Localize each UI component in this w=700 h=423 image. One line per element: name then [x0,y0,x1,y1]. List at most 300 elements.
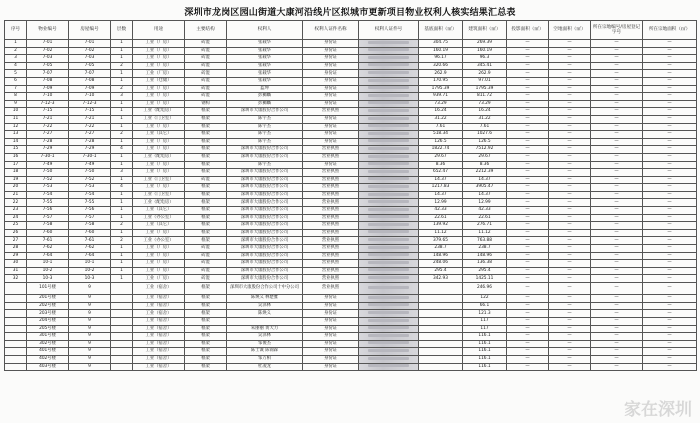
table-cell: 7-62 [27,245,69,253]
table-cell: 3 [111,169,133,177]
table-cell: 框架 [185,153,227,161]
table-cell: 框架 [185,283,227,295]
table-cell: 框架 [185,169,227,177]
table-cell: 652.47 [419,169,463,177]
table-cell: 营业执照 [303,146,359,154]
table-cell: 1 [111,47,133,55]
table-cell: 营业执照 [303,199,359,207]
table-cell: — [591,310,643,318]
table-cell: 262.9 [463,70,507,78]
table-row [5,47,697,55]
table-cell: — [591,275,643,283]
table-cell: 2 [111,222,133,230]
table-cell: — [643,40,697,48]
table-cell: 工业（厂房） [133,252,185,260]
table-cell [111,333,133,341]
column-header: 空地面积（㎡） [549,21,591,40]
table-cell: 砖混 [185,93,227,101]
table-cell: 1 [111,138,133,146]
table-cell: — [507,191,549,199]
table-cell: — [507,222,549,230]
table-cell: 7-10 [69,93,111,101]
table-cell: 框架 [185,302,227,310]
redacted-id-cell [359,302,419,310]
column-header: 投影面积（㎡） [507,21,549,40]
table-cell: — [549,131,591,139]
table-cell: 295.4 [419,267,463,275]
table-cell: — [507,333,549,341]
table-cell: 9 [69,302,111,310]
table-cell: — [549,138,591,146]
table-cell: — [549,153,591,161]
table-cell: 121.3 [463,310,507,318]
table-cell: 框架 [185,161,227,169]
table-cell: 1 [111,77,133,85]
table-cell: 148.96 [463,252,507,260]
redacted-id-cell [359,317,419,325]
table-cell: 136.38 [463,260,507,268]
redacted-id-cell [359,245,419,253]
table-cell: — [507,252,549,260]
table-cell: 73.29 [463,100,507,108]
table-cell: 深圳市大康股份合作公司 [227,207,303,215]
table-cell: 204号楼 [27,317,69,325]
table-cell: 身份证 [303,123,359,131]
table-cell: — [591,153,643,161]
table-cell: — [591,355,643,363]
table-cell [111,283,133,295]
table-cell: — [643,55,697,63]
table-cell: 7-02 [69,47,111,55]
table-cell: 砖混 [185,77,227,85]
table-cell: 30 [5,260,27,268]
table-cell: 营业执照 [303,108,359,116]
table-cell: 1 [111,207,133,215]
table-cell: — [507,317,549,325]
redacted-id-cell [359,77,419,85]
table-cell: 框架 [185,207,227,215]
table-cell: 11 [5,115,27,123]
table-cell: 7-61 [27,237,69,245]
table-cell: 10-2 [27,267,69,275]
table-cell: 身份证 [303,55,359,63]
table-cell: 9 [5,100,27,108]
redacted-id-cell [359,348,419,356]
table-row [5,302,697,310]
table-cell: 营业执照 [303,191,359,199]
table-cell: 42.33 [419,207,463,215]
table-cell: 框架 [185,146,227,154]
table-cell: 1 [111,70,133,78]
table-cell: 工业（宿舍） [133,333,185,341]
table-cell: — [549,317,591,325]
table-cell: 砖混 [185,47,227,55]
table-cell: 12.99 [419,199,463,207]
table-cell: — [643,138,697,146]
table-cell [5,363,27,371]
redacted-id-cell [359,47,419,55]
table-row [5,252,697,260]
table-cell: — [549,222,591,230]
table-cell: 框架 [185,184,227,192]
table-cell: 工业（厂房） [133,245,185,253]
table-cell: 21 [5,191,27,199]
table-cell: 营业执照 [303,237,359,245]
table-cell: 7-15 [27,108,69,116]
table-cell [5,283,27,295]
table-cell [5,340,27,348]
table-cell: — [507,146,549,154]
table-cell: 深圳市大康股份合作公司 [227,184,303,192]
table-cell: 深圳市大康股份合作公司 [227,153,303,161]
redacted-id-cell [359,70,419,78]
column-header: 房屋编号 [69,21,111,40]
table-cell: 框架 [185,123,227,131]
table-row [5,275,697,283]
table-cell: 7 [5,85,27,93]
table-cell: 7-56 [27,207,69,215]
table-cell: 7-30-1 [27,153,69,161]
table-row [5,93,697,101]
table-cell: 9 [69,363,111,371]
table-cell: — [591,85,643,93]
table-cell: — [549,355,591,363]
table-cell: 陈焕义 林楚雅 [227,295,303,303]
table-cell: 7-10 [27,93,69,101]
table-cell: 身份证 [303,363,359,371]
table-cell: 7-05 [69,62,111,70]
table-row [5,138,697,146]
table-cell: 框架 [185,348,227,356]
table-row [5,62,697,70]
table-cell: 工业（宿舍） [133,348,185,356]
table-cell: — [549,340,591,348]
table-cell: 7-09 [69,85,111,93]
table-cell: — [643,100,697,108]
table-cell: 营业执照 [303,283,359,295]
table-cell: — [591,207,643,215]
table-cell: — [643,169,697,177]
table-cell: 深圳市大康股份合作公司 [227,169,303,177]
table-cell: 7-29 [69,146,111,154]
table-cell: 深圳市大康股份合作公司 [227,108,303,116]
table-cell: 26 [5,229,27,237]
redacted-id-cell [359,207,419,215]
table-cell [5,333,27,341]
table-cell: 18 [5,169,27,177]
table-cell: 10-3 [69,275,111,283]
table-cell: — [507,207,549,215]
table-cell: 276.71 [463,222,507,230]
table-cell: 1 [111,199,133,207]
table-cell: 深圳市大康股份合作公司 [227,252,303,260]
table-cell: 陈宇杰 [227,123,303,131]
table-cell: 117 [463,325,507,333]
table-cell: — [643,333,697,341]
table-cell: 工业（厂房） [133,161,185,169]
table-cell: 32 [5,275,27,283]
table-cell: 29 [5,252,27,260]
table-cell: 7-30-1 [69,153,111,161]
table-cell [419,302,463,310]
table-cell: 15 [5,146,27,154]
table-cell [419,348,463,356]
table-row [5,283,697,295]
column-header: 权利人证件名称 [303,21,359,40]
table-cell: 7-15 [69,108,111,116]
table-cell [419,340,463,348]
table-cell: — [643,325,697,333]
table-cell: — [549,267,591,275]
table-cell: 7-22 [69,123,111,131]
redacted-id-cell [359,275,419,283]
table-row [5,237,697,245]
table-cell: 16.24 [419,108,463,116]
table-cell: — [549,260,591,268]
table-cell: 砖混 [185,260,227,268]
redacted-id-cell [359,340,419,348]
table-cell: 7-52 [27,176,69,184]
table-cell: 深圳市大康股份合作公司 [227,199,303,207]
table-cell: 工业（配电房） [133,108,185,116]
table-cell: 营业执照 [303,184,359,192]
table-cell: 9 [69,340,111,348]
table-cell: — [643,355,697,363]
table-cell: — [549,295,591,303]
table-cell: — [507,340,549,348]
table-cell: 148.96 [419,252,463,260]
table-cell: 12.99 [463,199,507,207]
table-cell: — [549,310,591,318]
table-cell: 126.5 [463,138,507,146]
redacted-id-cell [359,267,419,275]
table-cell: 7-57 [27,214,69,222]
table-cell: 砖混 [185,245,227,253]
table-cell: 7-49 [69,161,111,169]
table-cell: 262.9 [419,70,463,78]
table-header-row [5,21,697,40]
redacted-id-cell [359,131,419,139]
table-cell: 304.75 [419,40,463,48]
table-cell: 31.22 [463,115,507,123]
table-cell: 框架 [185,295,227,303]
table-cell: — [549,214,591,222]
table-cell: 框架 [185,340,227,348]
table-row [5,115,697,123]
table-cell: — [549,77,591,85]
table-cell: 3 [5,55,27,63]
table-cell: 框架 [185,317,227,325]
table-cell: 工业（其它） [133,222,185,230]
redacted-id-cell [359,153,419,161]
table-cell: — [591,70,643,78]
redacted-id-cell [359,295,419,303]
table-cell: 陈宇杰 [227,131,303,139]
table-cell: 6 [5,77,27,85]
table-cell: — [507,85,549,93]
table-cell: — [549,302,591,310]
table-cell: 160.19 [419,47,463,55]
table-cell: 工业（配电房） [133,199,185,207]
table-cell: — [549,252,591,260]
table-cell: 深圳市大康股份合作公司 [227,214,303,222]
table-cell: — [507,260,549,268]
redacted-id-cell [359,85,419,93]
table-cell: 工业（其它） [133,207,185,215]
table-cell: 身份证 [303,138,359,146]
redacted-id-cell [359,176,419,184]
table-row [5,363,697,371]
table-cell: 9 [69,295,111,303]
table-cell: — [643,340,697,348]
table-cell: 深圳市大康股份合作公司 [227,267,303,275]
table-cell: — [591,184,643,192]
table-cell: — [591,363,643,371]
table-cell: 10 [5,108,27,116]
table-cell: 1 [111,229,133,237]
table-cell: 身份证 [303,325,359,333]
table-cell: — [549,207,591,215]
table-cell: — [549,169,591,177]
table-cell: 170.95 [419,77,463,85]
table-cell: 吴泽林 [227,333,303,341]
table-cell: — [591,115,643,123]
table-cell: 22.61 [419,214,463,222]
table-row [5,153,697,161]
table-cell: 身份证 [303,115,359,123]
table-cell: 陈宇杰 [227,161,303,169]
table-cell [419,295,463,303]
table-cell: 营业执照 [303,169,359,177]
table-cell: — [507,161,549,169]
table-cell: 营业执照 [303,267,359,275]
table-cell: — [591,222,643,230]
table-cell: — [507,348,549,356]
table-cell: 身份证 [303,348,359,356]
table-cell: 116.1 [463,363,507,371]
table-cell: — [549,325,591,333]
table-cell: — [643,115,697,123]
table-cell: 7-64 [27,252,69,260]
table-cell: 身份证 [303,333,359,341]
column-header: 物业编号 [27,21,69,40]
table-cell: — [507,115,549,123]
table-cell: 42.33 [463,207,507,215]
table-cell: 3 [111,93,133,101]
table-cell: 框架 [185,363,227,371]
table-cell: — [591,40,643,48]
table-row [5,245,697,253]
table-cell: 工业（厂房） [133,260,185,268]
table-cell: — [549,348,591,356]
table-cell: — [591,348,643,356]
table-cell: — [643,184,697,192]
table-cell: — [591,93,643,101]
redacted-id-cell [359,333,419,341]
table-cell: 营业执照 [303,275,359,283]
table-row [5,310,697,318]
table-cell: 工业（门卫室） [133,115,185,123]
table-cell: 营业执照 [303,222,359,230]
table-cell: — [549,40,591,48]
table-cell: — [643,214,697,222]
table-cell: — [549,146,591,154]
table-cell: 9 [69,310,111,318]
table-cell: — [507,100,549,108]
table-row [5,348,697,356]
table-cell: 13 [5,131,27,139]
table-cell: — [549,62,591,70]
table-row [5,355,697,363]
table-cell: 269.39 [463,40,507,48]
column-header: 用途 [133,21,185,40]
table-cell: 29.67 [463,153,507,161]
table-cell: 砖混 [185,275,227,283]
table-cell: — [591,229,643,237]
table-cell: 9 [69,333,111,341]
table-cell: — [549,199,591,207]
table-cell: — [549,275,591,283]
table-cell [111,295,133,303]
table-cell: — [643,176,697,184]
table-cell: 1 [111,267,133,275]
table-cell: 7-12-3 [27,100,69,108]
redacted-id-cell [359,310,419,318]
table-cell: — [643,245,697,253]
table-cell: 框架 [185,138,227,146]
table-cell [111,340,133,348]
table-cell: 1 [111,176,133,184]
table-cell: 张载华 [227,62,303,70]
redacted-id-cell [359,355,419,363]
table-cell: 框架 [185,214,227,222]
table-cell: — [643,207,697,215]
table-row [5,169,697,177]
summary-table [4,20,697,371]
table-cell: — [591,214,643,222]
table-cell: 身份证 [303,295,359,303]
table-cell: — [591,161,643,169]
table-cell: — [591,302,643,310]
table-row [5,214,697,222]
table-cell: 14.37 [419,176,463,184]
table-cell: 工业（厂房） [133,47,185,55]
table-row [5,229,697,237]
table-cell: — [643,363,697,371]
table-cell: — [591,55,643,63]
table-cell: 营业执照 [303,260,359,268]
table-cell: — [643,70,697,78]
table-cell: 邹万相 [227,355,303,363]
table-cell: 工业（厂房） [133,40,185,48]
table-cell: 1 [111,245,133,253]
table-cell: 1795.39 [463,85,507,93]
table-cell: 7.61 [463,123,507,131]
table-cell [419,283,463,295]
table-cell: 深圳市大康股份合作公司十中分公司 [227,283,303,295]
table-cell: 框架 [185,325,227,333]
table-cell: — [591,317,643,325]
table-cell: 身份证 [303,62,359,70]
table-cell [5,355,27,363]
redacted-id-cell [359,55,419,63]
table-cell: — [591,77,643,85]
table-cell: 203号楼 [27,310,69,318]
table-cell: 139.92 [419,222,463,230]
table-cell: 框架 [185,355,227,363]
table-cell: 7-03 [69,55,111,63]
table-cell: — [507,229,549,237]
